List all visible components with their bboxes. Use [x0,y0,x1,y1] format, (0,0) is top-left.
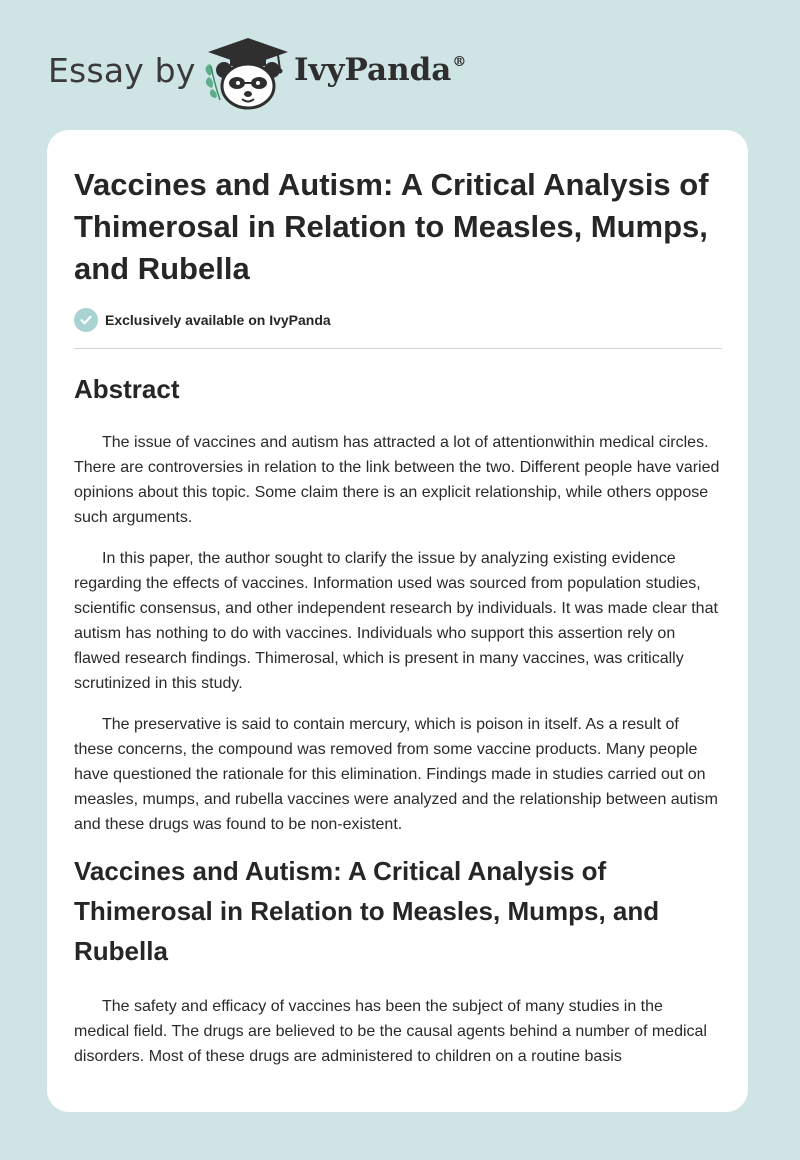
abstract-paragraph: The issue of vaccines and autism has attracted a lot of attentionwithin medical circles. There are controversies in relation to the link between the two. Different people have varied opinions about this topic. Some claim there is an explicit relationship, while others oppose such arguments. [74,434,720,526]
essay-card [47,130,748,1112]
exclusive-badge [74,308,722,332]
site-header [48,36,548,110]
check-icon [74,308,98,332]
abstract-paragraph: The preservative is said to contain mercury, which is poison in itself. As a result of these concerns, the compound was removed from some vaccine products. Many people have questioned the rationale for this elimination. Findings made in studies carried out on measles, mumps, and rubella vaccines were analyzed and the relationship between autism and these drugs was found to be non-existent. [74,716,718,833]
brand-name[interactable]: IvyPanda® [294,52,467,88]
divider [74,348,722,349]
section-heading: Vaccines and Autism: A Critical Analysis of Thimerosal in Relation to Measles, Mumps, and Rubella [74,856,660,966]
essay-title: Vaccines and Autism: A Critical Analysis of Thimerosal in Relation to Measles, Mumps, and Rubella [74,167,709,286]
body-paragraph: The safety and efficacy of vaccines has been the subject of many studies in the medical field. The drugs are believed to be the causal agents behind a number of medical disorders. Most of these drugs are administered to children on a routine basis [74,998,707,1065]
abstract-paragraph: In this paper, the author sought to clarify the issue by analyzing existing evidence regarding the effects of vaccines. Information used was sourced from population studies, scientific consensus, and other independent research by individuals. It was made clear that autism has nothing to do with vaccines. Individuals who support this assertion rely on flawed research findings. Thimerosal, which is present in many vaccines, was critically scrutinized in this study. [74,550,718,692]
registered-mark: ® [452,54,467,70]
brand-prefix: Essay by [48,51,196,90]
abstract-heading: Abstract [74,374,180,404]
exclusive-label: Exclusively available on IvyPanda [105,312,331,328]
panda-graduate-icon [200,36,288,110]
